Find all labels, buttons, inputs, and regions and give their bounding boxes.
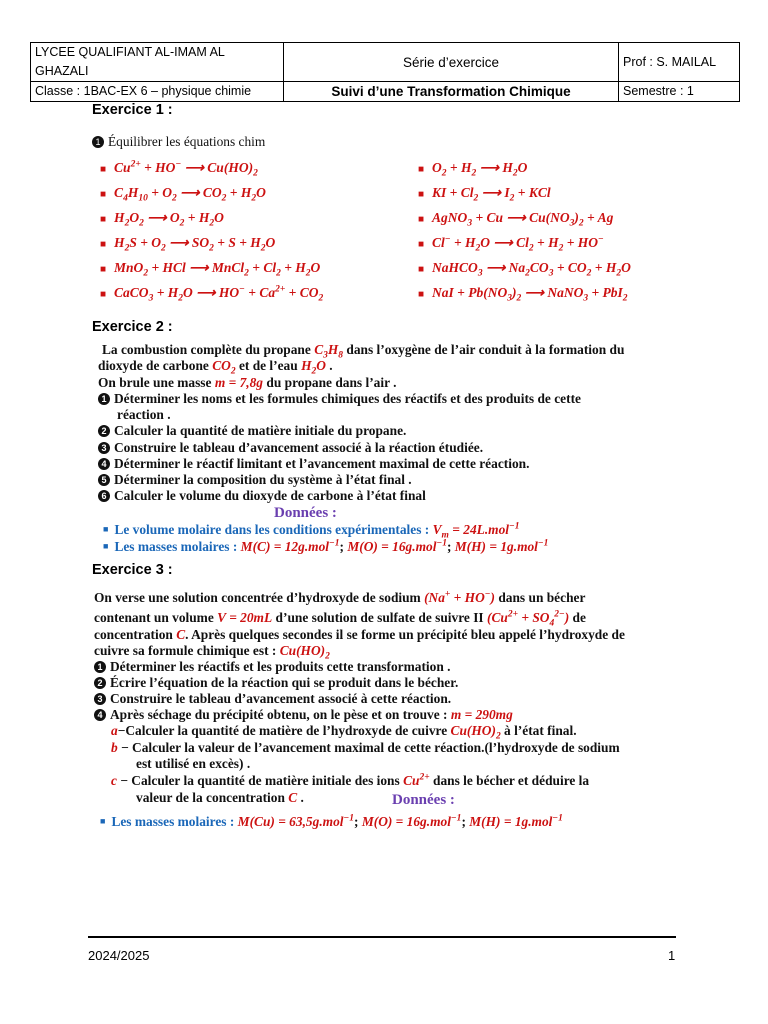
- ex2-question-1b: réaction .: [117, 407, 171, 422]
- ex3-question-2: 2 Écrire l’équation de la réaction qui se produit dans le bécher.: [94, 675, 458, 691]
- equation: ■ NaI + $Pb(NO_3)_2$ ⟶ NaNO$_3$ + PbI$_2$: [418, 285, 628, 304]
- ex3-para-line4: cuivre sa formule chimique est : $Cu(HO)_2$: [94, 643, 330, 662]
- ex3-question-4c: c − Calculer la quantité de matière initiale des ions $Cu^{2+}$ dans le bécher et déduire la: [111, 772, 590, 788]
- page-number: 1: [668, 948, 676, 963]
- ex2-question-5: 5 Déterminer la composition du système à l’état final .: [98, 472, 412, 488]
- ex2-donnees-heading: Données :: [274, 505, 337, 521]
- ex2-question-2: 2 Calculer la quantité de matière initiale du propane.: [98, 423, 406, 439]
- subject-title: Suivi d’une Transformation Chimique: [284, 82, 619, 102]
- ex2-question-6: 6 Calculer le volume du dioxyde de carbone à l’état final: [98, 488, 426, 504]
- ex2-intro-line1: La combustion complète du propane $C_3H_8$ dans l’oxygène de l’air conduit à la formation du: [102, 342, 625, 361]
- ex2-question-4: 4 Déterminer le réactif limitant et l’avancement maximal de cette réaction.: [98, 456, 529, 472]
- ex3-para-line2: contenant un volume V = 20mL d’une solution de sulfate de suivre II $(Cu^{2+} + SO_4^{2-})$ de: [94, 609, 586, 629]
- ex3-data-masses: ■ Les masses molaires : M(Cu) = 63,5g.mol$^{-1}$; M(O) = 16g.mol$^{-1}$; M(H) = 1g.mol$^{-1}$: [100, 813, 563, 829]
- ex3-donnees-heading: Données :: [392, 792, 455, 808]
- class-name: Classe : 1BAC-EX 6 – physique chimie: [31, 82, 284, 102]
- ex2-data-masses: ■ Les masses molaires : M(C) = 12g.mol$^{-1}$; M(O) = 16g.mol$^{-1}$; M(H) = 1g.mol$^{-1}$: [103, 538, 549, 554]
- ex2-question-3: 3 Construire le tableau d’avancement associé à la réaction étudiée.: [98, 440, 483, 456]
- equation: ■ $C_4H_{10} + O_2$ ⟶ $CO_2 + H_2O$: [100, 185, 266, 204]
- ex3-question-3: 3 Construire le tableau d’avancement associé à cette réaction.: [94, 691, 451, 707]
- equation: ■ $H_2O_2$ ⟶ $O_2 + H_2O$: [100, 210, 224, 229]
- ex3-para-line1: On verse une solution concentrée d’hydroxyde de sodium (Na+ + HO−) dans un bécher: [94, 589, 586, 605]
- equation: ■ KI + $Cl_2$ ⟶ $I_2$ + KCl: [418, 185, 551, 204]
- equation: ■ AgNO$_3$ + Cu ⟶ $Cu(NO_3)_2 + Ag$: [418, 210, 614, 229]
- ex3-question-4b: b − Calculer la valeur de l’avancement maximal de cette réaction.(l’hydroxyde de sodium: [111, 740, 620, 755]
- ex3-question-4c-cont: valeur de la concentration C .: [136, 790, 304, 805]
- ex3-para-line3: concentration C. Après quelques secondes il se forme un précipité bleu appelé l’hydroxyde de: [94, 627, 625, 642]
- ex3-question-4b-cont: est utilisé en excès) .: [136, 756, 251, 771]
- equation: ■ $O_2 + H_2$ ⟶ $H_2O$: [418, 160, 528, 179]
- equation: ■ NaHCO$_3$ ⟶ $Na_2CO_3 + CO_2 + H_2O$: [418, 260, 631, 279]
- ex3-question-4a: a−Calculer la quantité de matière de l’hydroxyde de cuivre $Cu(HO)_2$ à l’état final.: [111, 723, 577, 742]
- equation: ■ $H_2S + O_2$ ⟶ $SO_2 + S + H_2O$: [100, 235, 276, 254]
- ex2-mass-line: On brule une masse m = 7,8g du propane dans l’air .: [98, 375, 397, 390]
- equation: ■ $Cl^- + H_2O$ ⟶ $Cl_2 + H_2 + HO^-$: [418, 234, 604, 254]
- school-name: LYCEE QUALIFIANT AL-IMAM AL GHAZALI: [31, 43, 284, 82]
- ex2-intro-line2: dioxyde de carbone $CO_2$ et de l’eau $H_2O$ .: [98, 358, 333, 377]
- footer-divider: [88, 936, 676, 938]
- ex3-question-4: 4 Après séchage du précipité obtenu, on le pèse et on trouve : m = 290mg: [94, 707, 513, 723]
- prof-name: Prof : S. MAILAL: [619, 43, 740, 82]
- equation: ■ MnO$_2$ + HCl ⟶ MnCl$_2$ + $Cl_2 + H_2O$: [100, 260, 321, 279]
- ex3-title: Exercice 3 :: [92, 562, 173, 578]
- series-title: Série d’exercice: [284, 43, 619, 82]
- ex2-data-volume: ■ Le volume molaire dans les conditions expérimentales : $V_m = 24L.mol^{-1}$: [103, 521, 520, 541]
- ex1-title: Exercice 1 :: [92, 102, 173, 118]
- ex1-instruction: 1 Équilibrer les équations chim: [92, 134, 265, 150]
- number-1-icon: 1: [92, 136, 104, 148]
- equation: ■ $Cu^{2+} + HO^-$ ⟶ $Cu(HO)_2$: [100, 159, 258, 179]
- semester: Semestre : 1: [619, 82, 740, 102]
- ex3-question-1: 1 Déterminer les réactifs et les produits cette transformation .: [94, 659, 451, 675]
- ex2-question-1: 1 Déterminer les noms et les formules chimiques des réactifs et des produits de cette: [98, 391, 581, 407]
- header-table: [30, 42, 740, 102]
- equation: ■ CaCO$_3$ + $H_2O$ ⟶ $HO^- + Ca^{2+} + CO_2$: [100, 284, 324, 304]
- footer-year: 2024/2025: [88, 948, 150, 963]
- ex2-title: Exercice 2 :: [92, 319, 173, 335]
